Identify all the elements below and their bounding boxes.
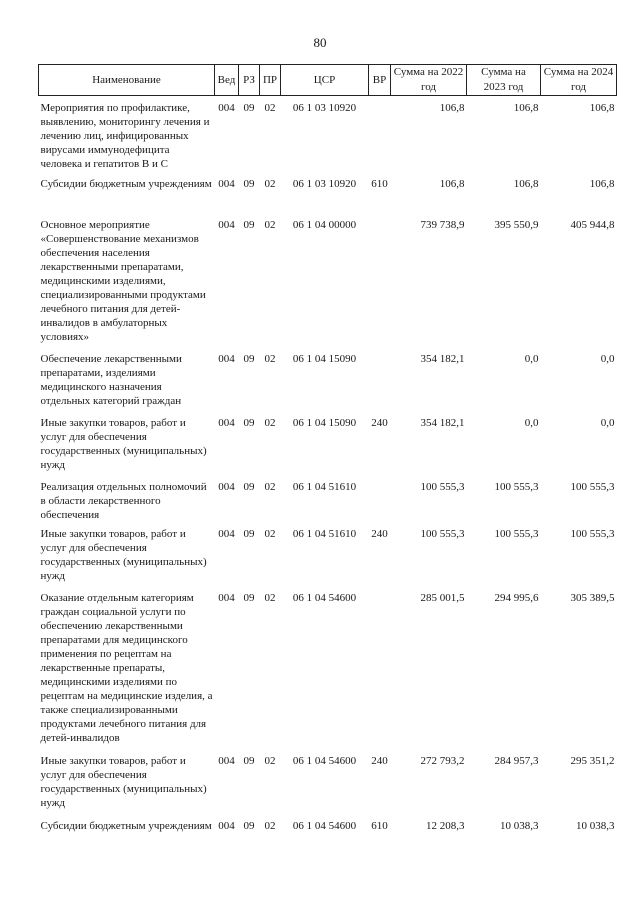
- table-row: [39, 96, 617, 172]
- row-sum-2022: 100 555,3: [420, 528, 465, 540]
- row-sum-2024: 106,8: [589, 102, 615, 114]
- row-name: Основное мероприятие «Совершенствование механизмов обеспечения населения лекарственными препаратами, медицинскими изделиями, специализированными продуктами лечебного питания для детей-инвалидов в амбулаторных условиях»: [40, 219, 206, 343]
- row-sum-2023: 106,8: [513, 102, 539, 114]
- row-rz: 09: [243, 755, 255, 767]
- table-row: [39, 522, 617, 583]
- table-row: [39, 745, 617, 810]
- row-sum-2024: 405 944,8: [570, 219, 615, 231]
- header-sum-2022: Сумма на 2022 год: [391, 65, 467, 96]
- row-vr: [369, 344, 391, 408]
- header-rz: РЗ: [239, 65, 260, 96]
- row-csr: 06 1 04 51610: [292, 481, 357, 493]
- header-ved: Вед: [215, 65, 239, 96]
- header-name: Наименование: [39, 65, 215, 96]
- row-name: Мероприятия по профилактике, выявлению, мониторингу лечения и лечению лиц, инфицированных вирусами иммунодефицита человека и гепатитов В и С: [40, 102, 210, 170]
- row-sum-2022: 272 793,2: [420, 755, 465, 767]
- row-ved: 004: [218, 353, 235, 365]
- row-rz: 09: [243, 178, 255, 190]
- row-pr: 02: [264, 219, 276, 231]
- table-header-row: [39, 65, 617, 96]
- row-name: Оказание отдельным категориям граждан социальной услуги по обеспечению лекарственными препаратами для медицинского применения по рецептам на лекарственные препараты, медицинскими изделиями по рецептам на медицинские изделия, а также специализированными продуктами лечебного питания для детей-инвалидов: [40, 592, 213, 744]
- row-sum-2022: 106,8: [439, 178, 465, 190]
- row-sum-2023: 284 957,3: [494, 755, 539, 767]
- row-pr: 02: [264, 481, 276, 493]
- row-sum-2023: 395 550,9: [494, 219, 539, 231]
- row-sum-2024: 10 038,3: [576, 820, 615, 832]
- row-name: Обеспечение лекарственными препаратами, изделиями медицинского назначения отдельных категорий граждан: [40, 353, 182, 407]
- row-csr: 06 1 04 15090: [292, 353, 357, 365]
- row-sum-2022: 100 555,3: [420, 481, 465, 493]
- row-ved: 004: [218, 820, 235, 832]
- row-sum-2022: 285 001,5: [420, 592, 465, 604]
- row-sum-2022: 12 208,3: [426, 820, 465, 832]
- header-vr: ВР: [369, 65, 391, 96]
- row-sum-2023: 100 555,3: [494, 481, 539, 493]
- row-csr: 06 1 03 10920: [292, 178, 357, 190]
- row-rz: 09: [243, 417, 255, 429]
- row-sum-2022: 354 182,1: [420, 353, 465, 365]
- row-sum-2024: 305 389,5: [570, 592, 615, 604]
- row-rz: 09: [243, 481, 255, 493]
- row-sum-2024: 295 351,2: [570, 755, 615, 767]
- row-ved: 004: [218, 178, 235, 190]
- table-row: [39, 583, 617, 745]
- row-csr: 06 1 04 51610: [292, 528, 357, 540]
- row-ved: 004: [218, 219, 235, 231]
- row-name: Реализация отдельных полномочий в области лекарственного обеспечения: [40, 481, 207, 521]
- row-vr: 240: [371, 528, 388, 540]
- row-sum-2023: 106,8: [513, 178, 539, 190]
- row-vr: [369, 583, 391, 745]
- row-rz: 09: [243, 820, 255, 832]
- row-sum-2022: 739 738,9: [420, 219, 465, 231]
- row-vr: 240: [371, 417, 388, 429]
- table-row: [39, 810, 617, 833]
- row-vr: [369, 212, 391, 344]
- row-ved: 004: [218, 417, 235, 429]
- row-pr: 02: [264, 755, 276, 767]
- page-number: 80: [313, 35, 327, 50]
- table-row: [39, 472, 617, 522]
- row-name: Иные закупки товаров, работ и услуг для обеспечения государственных (муниципальных) нужд: [40, 528, 207, 582]
- row-csr: 06 1 04 54600: [292, 592, 357, 604]
- row-sum-2023: 0,0: [524, 353, 539, 365]
- row-name: Субсидии бюджетным учреждениям: [40, 178, 212, 190]
- row-name: Иные закупки товаров, работ и услуг для обеспечения государственных (муниципальных) нужд: [40, 417, 207, 471]
- row-csr: 06 1 03 10920: [292, 102, 357, 114]
- row-sum-2022: 354 182,1: [420, 417, 465, 429]
- table-row: [39, 212, 617, 344]
- row-csr: 06 1 04 54600: [292, 755, 357, 767]
- row-pr: 02: [264, 592, 276, 604]
- header-sum-2024: Сумма на 2024 год: [541, 65, 617, 96]
- row-rz: 09: [243, 102, 255, 114]
- row-rz: 09: [243, 353, 255, 365]
- row-sum-2023: 0,0: [524, 417, 539, 429]
- row-sum-2024: 100 555,3: [570, 481, 615, 493]
- row-pr: 02: [264, 178, 276, 190]
- row-ved: 004: [218, 528, 235, 540]
- row-vr: [369, 472, 391, 522]
- header-sum-2023: Сумма на 2023 год: [467, 65, 541, 96]
- row-csr: 06 1 04 00000: [292, 219, 357, 231]
- row-ved: 004: [218, 592, 235, 604]
- row-sum-2023: 100 555,3: [494, 528, 539, 540]
- header-csr: ЦСР: [281, 65, 369, 96]
- row-pr: 02: [264, 353, 276, 365]
- table-row: [39, 408, 617, 472]
- row-name: Субсидии бюджетным учреждениям: [40, 820, 212, 832]
- header-pr: ПР: [260, 65, 281, 96]
- row-rz: 09: [243, 219, 255, 231]
- row-pr: 02: [264, 417, 276, 429]
- row-vr: [369, 96, 391, 172]
- row-ved: 004: [218, 481, 235, 493]
- row-ved: 004: [218, 755, 235, 767]
- row-pr: 02: [264, 102, 276, 114]
- row-name: Иные закупки товаров, работ и услуг для обеспечения государственных (муниципальных) нужд: [40, 755, 207, 809]
- row-sum-2023: 10 038,3: [500, 820, 539, 832]
- row-csr: 06 1 04 54600: [292, 820, 357, 832]
- row-pr: 02: [264, 528, 276, 540]
- row-rz: 09: [243, 528, 255, 540]
- budget-table: [38, 64, 617, 833]
- row-sum-2024: 0,0: [600, 353, 615, 365]
- row-sum-2024: 100 555,3: [570, 528, 615, 540]
- row-vr: 240: [371, 755, 388, 767]
- row-csr: 06 1 04 15090: [292, 417, 357, 429]
- row-rz: 09: [243, 592, 255, 604]
- row-sum-2024: 0,0: [600, 417, 615, 429]
- row-vr: 610: [371, 820, 388, 832]
- row-sum-2024: 106,8: [589, 178, 615, 190]
- row-sum-2022: 106,8: [439, 102, 465, 114]
- row-pr: 02: [264, 820, 276, 832]
- table-row: [39, 344, 617, 408]
- table-row: [39, 171, 617, 212]
- row-ved: 004: [218, 102, 235, 114]
- row-sum-2023: 294 995,6: [494, 592, 539, 604]
- row-vr: 610: [371, 178, 388, 190]
